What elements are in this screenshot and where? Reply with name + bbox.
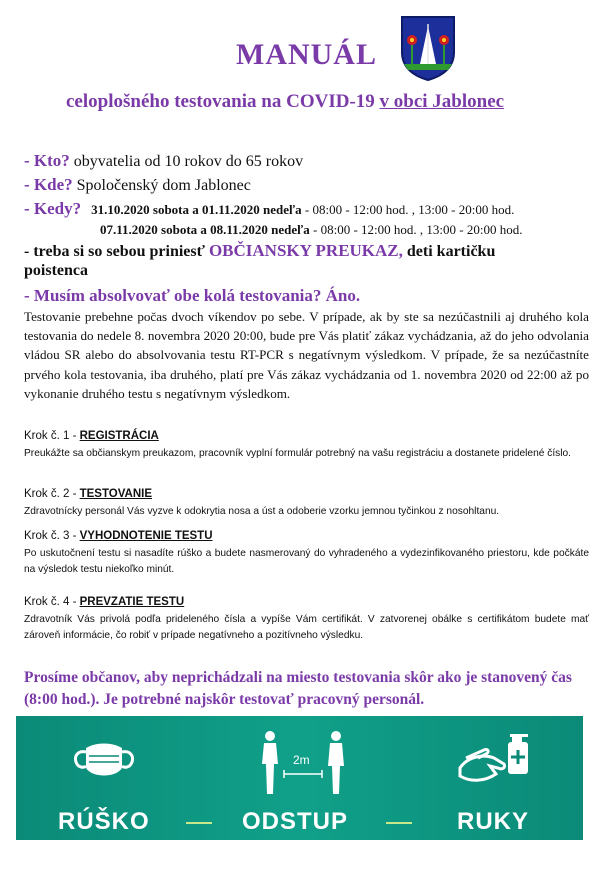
kedy-time-1: - 08:00 - 12:00 hod. , 13:00 - 20:00 hod. [301,202,515,217]
step-3-text: Po uskutočnení testu si nasadíte rúško a budete nasmerovaný do vyhradeného a vydezinfikovaného priestoru, kde počkáte na výsledok testu niekoľko minút. [24,548,589,575]
kedy-line-2 [100,221,522,239]
step-1-text: Preukážte sa občianskym preukazom, pracovník vyplní formulár potrebný na vašu registráciu a dostanete pridelené číslo. [24,448,572,459]
subtitle-main: celoplošného testovania na COVID-19 [66,91,380,112]
step-2-title [24,488,152,500]
step-3-name: VYHODNOTENIE TESTU [79,530,213,542]
kde-label: - Kde? [24,175,73,194]
page-title: MANUÁL [236,38,377,71]
info-paragraph: Testovanie prebehne počas dvoch víkendov po sebe. V prípade, ak by ste sa nezúčastnili aj druhého kola testovania do nedele 8. novembra 2020 20:00, bude pre Vás platiť zákaz vychádzania, až do jeho odvolania vládou SR alebo do absolvovania testu RT-PCR s negatívnym výsledkom. V prípade, že sa nezúčastníte prvého kola testovania, iba druhého, platí pre Vás zákaz vychádzania od 1. novembra 2020 od 22:00 až po vykonanie druhého testu s negatívnym výsledkom. [24,309,589,401]
step-1-name: REGISTRÁCIA [79,430,159,442]
subtitle-location: v obci Jablonec [379,91,505,112]
step-2-text: Zdravotnícky personál Vás vyzve k odokrytia nosa a úst a odoberie vzorku jemnou tyčinkou z nosohltanu. [24,506,500,517]
kde-line [24,175,251,195]
kto-value: obyvatelia od 10 rokov do 65 rokov [69,153,304,170]
step-4-prefix: Krok č. 4 - [24,596,80,608]
banner-label-hands: RUKY [457,808,530,835]
step-1-prefix: Krok č. 1 - [24,430,80,442]
coat-of-arms-icon [398,14,458,82]
bring-highlight: OBČIANSKY PREUKAZ, [208,241,403,260]
banner-divider-1 [186,822,212,824]
bring-line [24,241,495,261]
kedy-date-2: 07.11.2020 sobota a 08.11.2020 nedeľa [100,222,310,237]
bring-suffix: deti kartičku [402,243,496,260]
kedy-label: - Kedy? [24,199,82,218]
kto-line [24,151,303,171]
step-1-title [24,430,159,442]
kedy-date-1: 31.10.2020 sobota a 01.11.2020 nedeľa [91,202,302,217]
kedy-line-1 [24,199,514,219]
kedy-time-2: - 08:00 - 12:00 hod. , 13:00 - 20:00 hod. [309,222,523,237]
question-line: - Musím absolvovať obe kolá testovania? Áno. [24,286,361,305]
face-mask-icon [72,736,136,791]
page-subtitle [66,91,504,113]
banner-divider-2 [386,822,412,824]
step-3-title [24,530,213,542]
people-distance-icon [256,728,352,805]
safety-banner [16,716,583,840]
bring-prefix: - treba si so sebou priniesť [24,243,209,260]
kto-label: - Kto? [24,151,70,170]
step-4-name: PREVZATIE TESTU [79,596,185,608]
bring-line-2: poistenca [24,262,88,279]
hand-sanitizer-icon [454,728,532,795]
step-2-prefix: Krok č. 2 - [24,488,80,500]
kde-value: Spoločenský dom Jablonec [72,177,251,194]
distance-sign: 2m [293,753,310,767]
banner-label-distance: ODSTUP [242,808,349,835]
step-4-text: Zdravotník Vás privolá podľa prideleného čísla a vypíše Vám certifikát. V zatvorenej obálke s certifikátom budete mať zároveň informácie, čo robiť v prípade negatívneho a pozitívneho výsledku. [24,614,589,641]
step-2-name: TESTOVANIE [79,488,153,500]
step-4-title [24,596,184,608]
footer-note: Prosíme občanov, aby neprichádzali na miesto testovania skôr ako je stanovený čas (8:00 hod.). Je potrebné najskôr testovať pracovný personál. [24,669,572,708]
banner-label-mask: RÚŠKO [58,808,150,835]
step-3-prefix: Krok č. 3 - [24,530,80,542]
